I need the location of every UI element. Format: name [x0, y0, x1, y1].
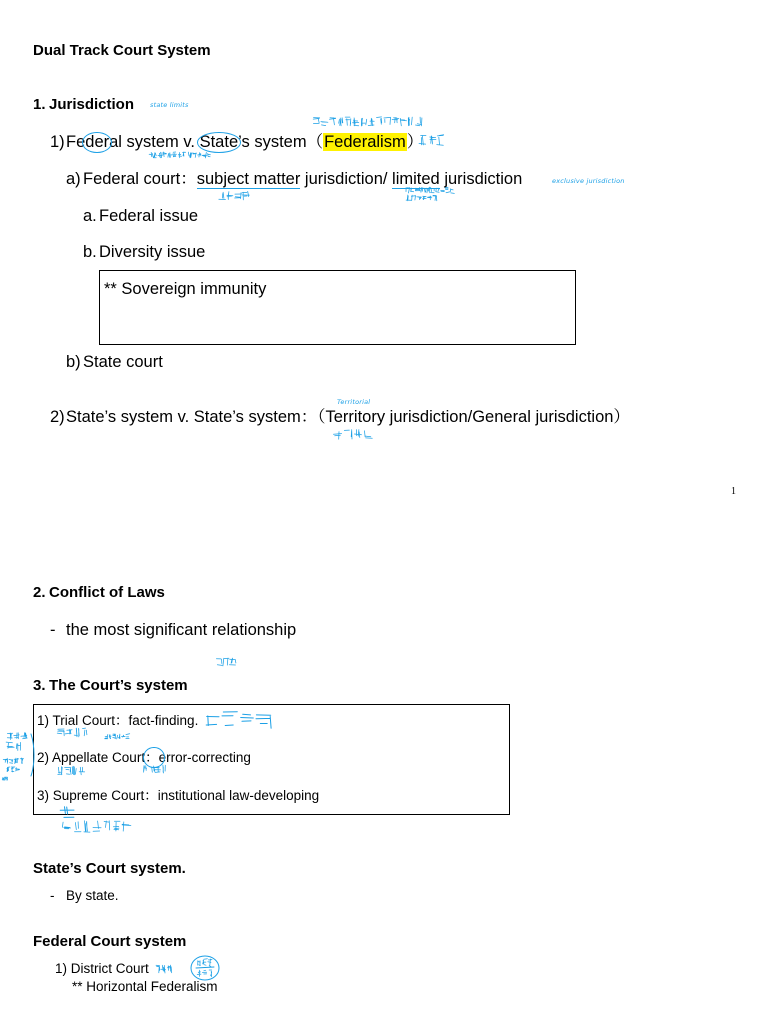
section-number: 2.: [33, 584, 46, 601]
section-heading-federal-court-system: Federal Court system: [33, 933, 187, 950]
court-level-role: error-correcting: [158, 750, 251, 765]
list-item-state-vs-state: State’s system v. State’s system：（Territory jurisdiction/General jurisdiction）: [66, 408, 630, 426]
text-segment: jurisdiction/: [300, 170, 393, 188]
list-item-federal-vs-state: [66, 132, 423, 152]
handwritten-note: [62, 821, 130, 832]
note-box-text: ** Sovereign immunity: [104, 280, 267, 298]
handwritten-note-territorial: Territorial: [337, 398, 371, 406]
bullet: -: [50, 888, 55, 903]
list-number: b.: [83, 243, 97, 261]
handwritten-note: [216, 658, 236, 666]
handwritten-note: [333, 430, 372, 440]
handwritten-note: [149, 152, 210, 158]
text-segment: Fe: [66, 133, 86, 151]
court-level-role: fact-finding.: [128, 713, 199, 728]
separator: ：: [144, 788, 158, 803]
handwritten-fraction-line: [196, 967, 214, 968]
section-number: 3.: [33, 677, 46, 694]
list-item-diversity-issue: Diversity issue: [99, 243, 206, 261]
list-subitem-horizontal-federalism: ** Horizontal Federalism: [72, 979, 218, 994]
page-number: 1: [731, 486, 736, 497]
circled-separator: ：: [145, 750, 159, 765]
court-level-role: institutional law-developing: [157, 788, 320, 803]
section-heading-conflict-of-laws: Conflict of Laws: [49, 584, 165, 601]
text-segment: ’s system（: [238, 133, 324, 151]
handwritten-note: [219, 191, 250, 200]
text-segment: Federal court：: [83, 170, 197, 188]
handwritten-note: [313, 117, 422, 126]
court-level-label: 2) Appellate Court: [37, 750, 146, 765]
list-number: a): [66, 170, 81, 188]
section-number: 1.: [33, 96, 46, 113]
text-segment: al system v.: [109, 133, 200, 151]
handwritten-note: [3, 758, 23, 764]
handwritten-circle: [191, 956, 219, 980]
list-item-state-court: State court: [83, 353, 163, 371]
handwritten-note-exclusive-jurisdiction: exclusive jurisdiction: [552, 177, 625, 185]
court-level-trial: [37, 713, 198, 729]
list-item-by-state: By state.: [66, 888, 119, 903]
document-title: Dual Track Court System: [33, 42, 211, 59]
court-level-label: 3) Supreme Court: [37, 788, 145, 803]
handwritten-note: [197, 970, 212, 977]
handwritten-note: [7, 733, 27, 740]
underlined-text: subject matter: [196, 170, 301, 188]
section-heading-jurisdiction: Jurisdiction: [49, 96, 135, 113]
court-level-appellate: [37, 750, 251, 766]
handwritten-notes-group: [2, 117, 454, 977]
text-segment: ）: [406, 133, 424, 151]
handwritten-note: [7, 767, 20, 772]
list-number: 1): [50, 133, 65, 151]
highlighted-text: Federalism: [324, 133, 406, 151]
section-heading-state-court-system: State’s Court system.: [33, 860, 186, 877]
list-number: a.: [83, 207, 97, 225]
bullet: -: [50, 621, 56, 639]
handwritten-note: [406, 195, 437, 201]
section-heading-courts-system: The Court’s system: [49, 677, 188, 694]
handwritten-note: [198, 959, 212, 967]
list-number: b): [66, 353, 81, 371]
list-item-most-significant-relationship: the most significant relationship: [66, 621, 297, 639]
list-number: 2): [50, 408, 65, 426]
list-item-federal-court: [83, 169, 522, 189]
list-item-district-court: 1) District Court: [55, 961, 149, 976]
court-level-supreme: [37, 788, 319, 804]
list-item-federal-issue: Federal issue: [99, 207, 199, 225]
underlined-text: limited: [392, 170, 440, 188]
separator: ：: [115, 713, 129, 728]
handwritten-note: [156, 965, 172, 973]
circled-text: der: [85, 133, 110, 151]
handwritten-note: [2, 777, 7, 780]
handwritten-note-state-limits: state limits: [150, 101, 189, 109]
handwritten-note: [6, 742, 20, 750]
text-segment: jurisdiction: [439, 170, 523, 188]
court-level-label: 1) Trial Court: [37, 713, 116, 728]
circled-text: State: [199, 133, 239, 151]
